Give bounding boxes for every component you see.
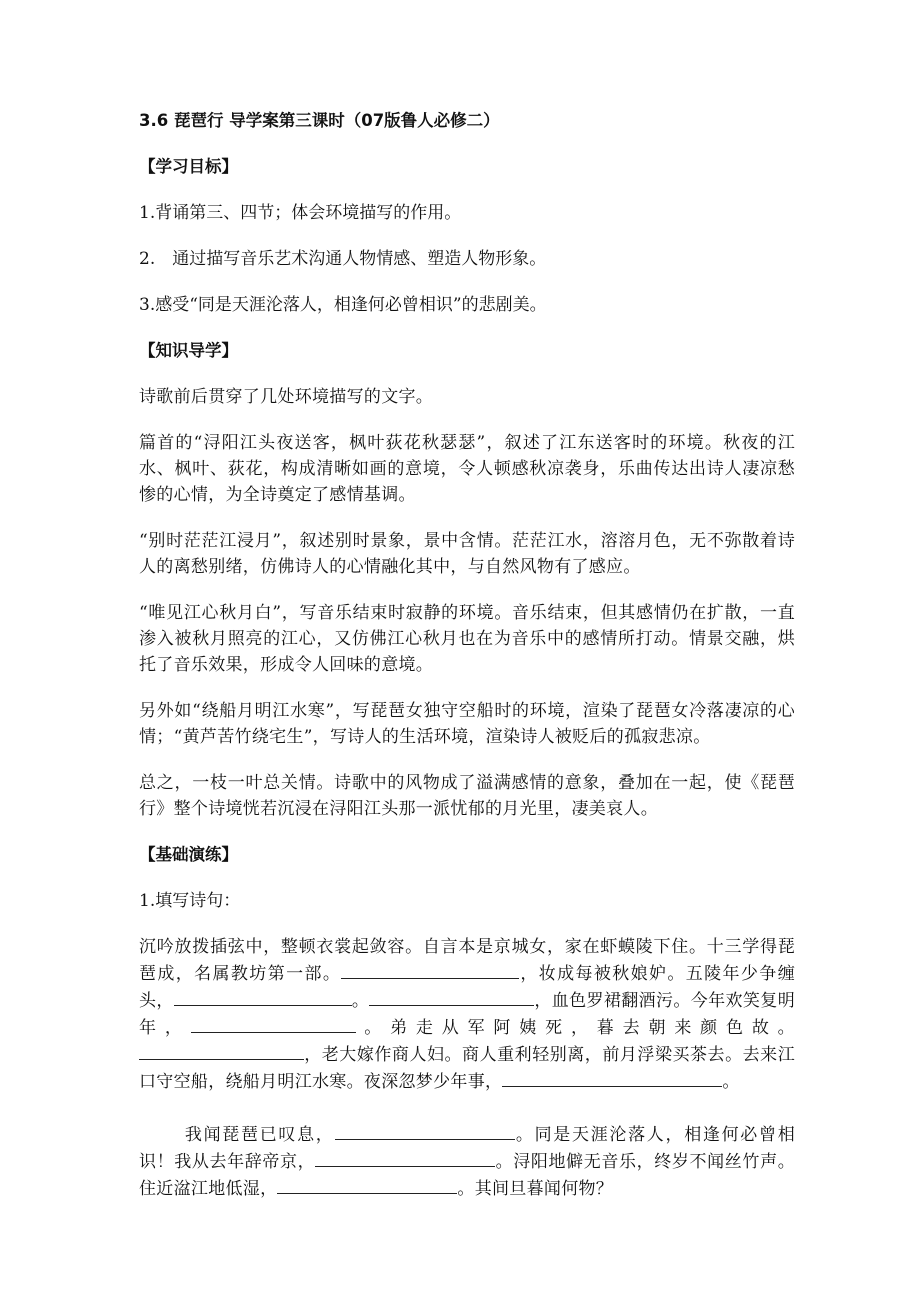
- knowledge-paragraph-1: 篇首的“浔阳江头夜送客，枫叶荻花秋瑟瑟”，叙述了江东送客时的环境。秋夜的江水、枫叶、荻花，构成清晰如画的意境，令人顿感秋凉袭身，乐曲传达出诗人凄凉愁惨的心情，为全诗奠定了感情基调。: [139, 433, 795, 505]
- poem-fill-passage-2: [139, 1121, 795, 1202]
- poem-text: 。同是天涯沦落人，相逢何必曾相识！我从去年辞帝京，: [139, 1125, 796, 1172]
- practice-question-1: 1.填写诗句：: [139, 891, 241, 911]
- poem-text: 沉吟放拨插弦中，整顿衣裳起敛容。自言本是京城女，家在虾蟆陵下住。十三学得琵琶成，名属教坊第一部。: [139, 937, 795, 984]
- knowledge-intro: 诗歌前后贯穿了几处环境描写的文字。: [139, 387, 434, 407]
- knowledge-paragraph-5: 总之，一枝一叶总关情。诗歌中的风物成了溢满感情的意象，叠加在一起，使《琵琶行》整个诗境恍若沉浸在浔阳江头那一派忧郁的月光里，凄美哀人。: [139, 773, 795, 819]
- poem-text: 我闻琵琶已叹息，: [184, 1125, 335, 1145]
- document-title: 3.6 琵琶行 导学案第三课时（07版鲁人必修二）: [139, 111, 500, 130]
- learning-goals-heading: 【学习目标】: [139, 157, 238, 176]
- fill-blank[interactable]: [315, 1148, 495, 1167]
- fill-blank[interactable]: [502, 1068, 722, 1087]
- fill-blank[interactable]: [341, 960, 519, 979]
- fill-blank[interactable]: [191, 1014, 356, 1033]
- goal-item-2: 2. 通过描写音乐艺术沟通人物情感、塑造人物形象。: [139, 249, 547, 269]
- document-page: [139, 108, 795, 1202]
- fill-blank[interactable]: [139, 1041, 304, 1060]
- poem-text: 。其间旦暮闻何物？: [457, 1179, 614, 1199]
- poem-text: ，血色罗裙翻酒污。今年欢笑复明年，: [139, 991, 795, 1038]
- poem-fill-passage-1: [139, 934, 795, 1095]
- poem-text: 。: [351, 991, 370, 1011]
- poem-text: ，妆成每被秋娘妒。五陵年少争缠头，: [139, 964, 795, 1011]
- fill-blank[interactable]: [335, 1121, 515, 1140]
- goal-item-3: 3.感受“同是天涯沦落人，相逢何必曾相识”的悲剧美。: [139, 295, 547, 315]
- knowledge-paragraph-3: “唯见江心秋月白”，写音乐结束时寂静的环境。音乐结束，但其感情仍在扩散，一直渗入被秋月照亮的江心，又仿佛江心秋月也在为音乐中的感情所打动。情景交融，烘托了音乐效果，形成令人回味的意境。: [139, 603, 795, 675]
- poem-text: ，老大嫁作商人妇。商人重利轻别离，前月浮梁买茶去。去来江口守空船，绕船月明江水寒。夜深忽梦少年事，: [139, 1045, 795, 1092]
- goal-item-1: 1.背诵第三、四节；体会环境描写的作用。: [139, 203, 462, 223]
- poem-text: 。: [722, 1072, 740, 1092]
- fill-blank[interactable]: [174, 987, 352, 1006]
- fill-blank[interactable]: [369, 987, 534, 1006]
- poem-text: 。弟走从军阿姨死，暮去朝来颜色故。: [355, 1018, 795, 1038]
- knowledge-paragraph-4: 另外如“绕船月明江水寒”，写琵琶女独守空船时的环境，渲染了琵琶女冷落凄凉的心情；“黄芦苦竹绕宅生”，写诗人的生活环境，渲染诗人被贬后的孤寂悲凉。: [139, 701, 795, 747]
- fill-blank[interactable]: [277, 1175, 457, 1194]
- poem-text: 。浔阳地僻无音乐，终岁不闻丝竹声。住近湓江地低湿，: [139, 1152, 795, 1199]
- knowledge-heading: 【知识导学】: [139, 341, 238, 360]
- knowledge-paragraph-2: “别时茫茫江浸月”，叙述别时景象，景中含情。茫茫江水，溶溶月色，无不弥散着诗人的离愁别绪，仿佛诗人的心情融化其中，与自然风物有了感应。: [139, 531, 795, 577]
- practice-heading: 【基础演练】: [139, 845, 238, 864]
